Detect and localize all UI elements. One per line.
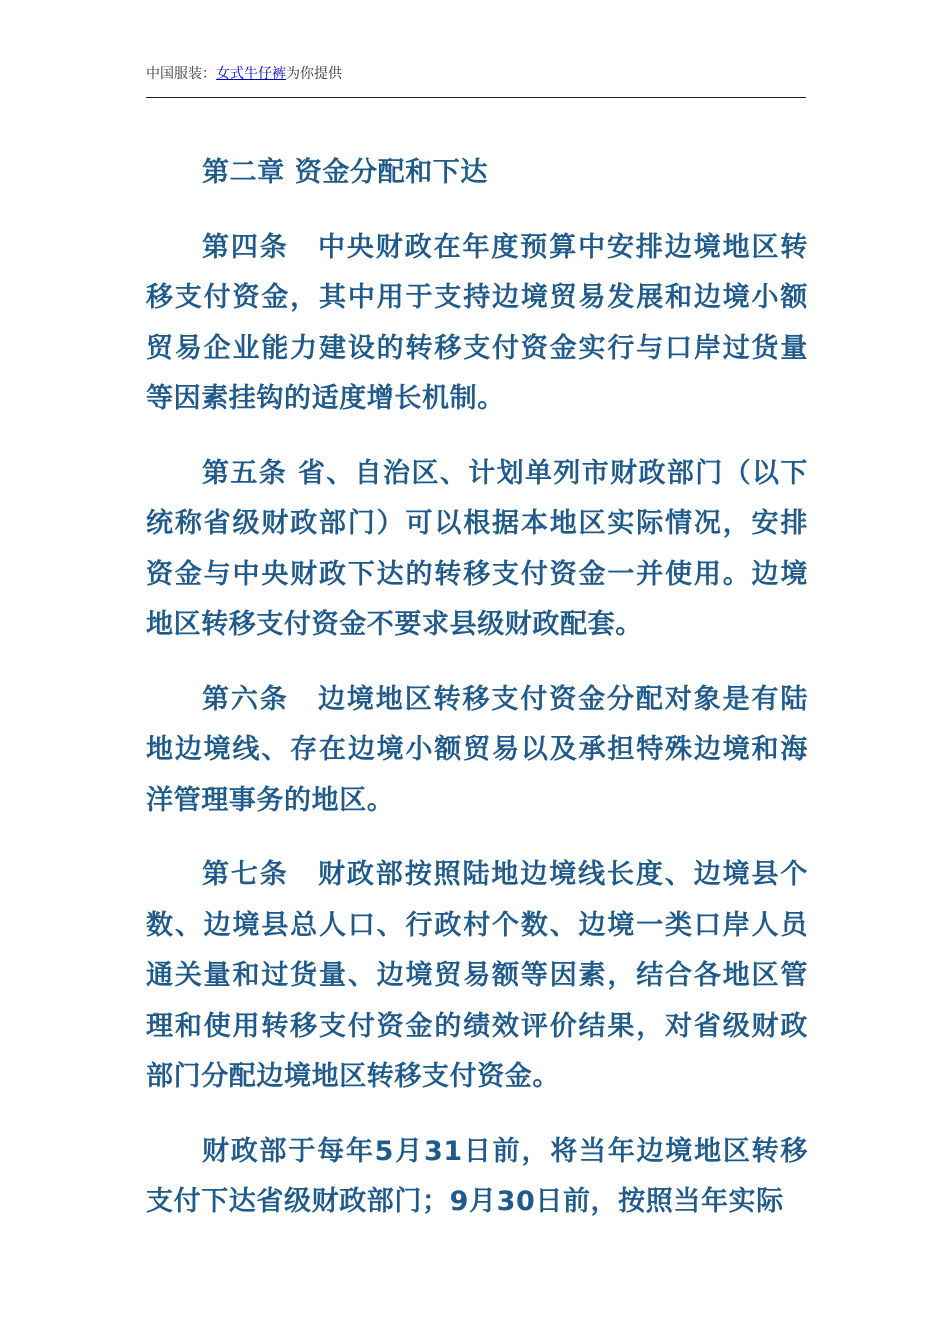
header-prefix: 中国服装： [146, 66, 216, 82]
header-link[interactable]: 女式牛仔裤 [216, 66, 286, 82]
chapter-title: 第二章 资金分配和下达 [202, 157, 488, 188]
article-text: 财政部按照陆地边境线长度、边境县个数、边境县总人口、行政村个数、边境一类口岸人员通关量和过货量、边境贸易额等因素，结合各地区管理和使用转移支付资金的绩效评价结果，对省级财政部门分配边境地区转移支付资金。 [146, 859, 808, 1092]
article-label: 第七条 [202, 859, 289, 890]
article-text: 边境地区转移支付资金分配对象是有陆地边境线、存在边境小额贸易以及承担特殊边境和海洋管理事务的地区。 [146, 683, 808, 816]
article-5 [146, 449, 808, 651]
article-label: 第五条 [202, 457, 288, 489]
header-suffix: 为你提供 [286, 66, 342, 82]
article-text: 中央财政在年度预算中安排边境地区转移支付资金，其中用于支持边境贸易发展和边境小额贸易企业能力建设的转移支付资金实行与口岸过货量等因素挂钩的适度增长机制。 [146, 231, 808, 414]
document-body [146, 148, 808, 1228]
article-label: 第六条 [202, 683, 289, 715]
final-paragraph: 财政部于每年5月31日前，将当年边境地区转移支付下达省级财政部门；9月30日前，按照当年实际 [146, 1135, 808, 1217]
article-4 [146, 223, 808, 425]
article-6 [146, 675, 808, 827]
article-7 [146, 850, 808, 1103]
page-header [146, 64, 806, 84]
article-text: 省、自治区、计划单列市财政部门（以下统称省级财政部门）可以根据本地区实际情况，安排资金与中央财政下达的转移支付资金一并使用。边境地区转移支付资金不要求县级财政配套。 [146, 457, 808, 640]
header-divider [146, 97, 806, 98]
article-label: 第四条 [202, 231, 289, 263]
